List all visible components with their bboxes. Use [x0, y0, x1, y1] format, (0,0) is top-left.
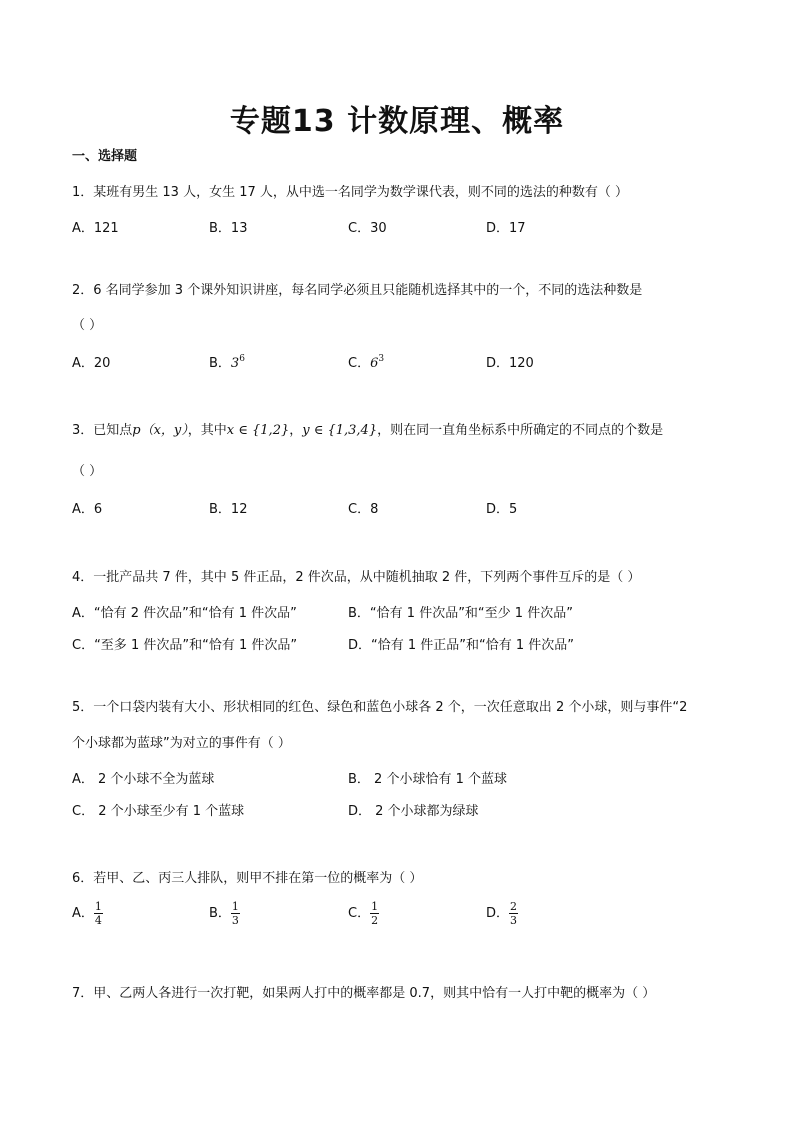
question-5-option-b: B． 2 个小球恰有 1 个蓝球 — [348, 772, 507, 787]
question-2-option-b — [209, 352, 245, 371]
question-2-option-d: D．120 — [486, 356, 534, 371]
fraction-numerator: 1 — [371, 900, 379, 913]
question-4-option-a: A．“恰有 2 件次品”和“恰有 1 件次品” — [72, 606, 297, 621]
question-6-option-d — [486, 900, 518, 927]
question-6-stem: 6．若甲、乙、丙三人排队，则甲不排在第一位的概率为（ ） — [72, 871, 423, 886]
power-base: 6 — [370, 356, 379, 371]
fraction-denominator: 3 — [510, 914, 518, 927]
question-1-stem: 1．某班有男生 13 人，女生 17 人，从中选一名同学为数学课代表，则不同的选法的种数有（ ） — [72, 185, 629, 200]
question-6-option-c — [348, 900, 379, 927]
section-heading: 一、选择题 — [72, 149, 138, 164]
question-2-option-a: A．20 — [72, 356, 111, 371]
question-5-option-c: C． 2 个小球至少有 1 个蓝球 — [72, 804, 245, 819]
stem-text: ，其中 — [187, 423, 227, 438]
question-3-option-c: C．8 — [348, 502, 379, 517]
question-6-option-a — [72, 900, 103, 927]
question-4-stem: 4．一批产品共 7 件，其中 5 件正品，2 件次品，从中随机抽取 2 件，下列两个事件互斥的是（ ） — [72, 570, 641, 585]
question-4-option-c: C．“至多 1 件次品”和“恰有 1 件次品” — [72, 638, 298, 653]
question-5-stem-line-2: 个小球都为蓝球”为对立的事件有（ ） — [72, 736, 291, 751]
option-label: C． — [348, 356, 371, 371]
question-2-stem: 2．6 名同学参加 3 个课外知识讲座，每名同学必须且只能随机选择其中的一个，不同的选法种数是 — [72, 283, 643, 298]
question-1-option-b: B．13 — [209, 221, 248, 236]
option-label: B． — [209, 356, 231, 371]
fraction — [509, 900, 518, 927]
stem-text: 3．已知点 — [72, 423, 133, 438]
option-label: D． — [486, 906, 510, 921]
fraction-numerator: 1 — [231, 900, 239, 913]
question-1-option-d: D．17 — [486, 221, 526, 236]
fraction-numerator: 1 — [94, 900, 102, 913]
fraction — [231, 900, 240, 927]
question-5-option-d: D． 2 个小球都为绿球 — [348, 804, 479, 819]
separator: ， — [289, 423, 303, 438]
stem-text: ，则在同一直角坐标系中所确定的不同点的个数是 — [377, 423, 664, 438]
fraction — [94, 900, 103, 927]
question-3-option-a: A．6 — [72, 502, 103, 517]
fraction-numerator: 2 — [510, 900, 518, 913]
question-3-paren: （ ） — [72, 464, 103, 479]
power-base: 3 — [230, 356, 240, 371]
question-5-option-a: A． 2 个小球不全为蓝球 — [72, 772, 215, 787]
question-5-stem-line-1: 5．一个口袋内装有大小、形状相同的红色、绿色和蓝色小球各 2 个，一次任意取出 2 个小球，则与事件“2 — [72, 700, 688, 715]
question-4-option-d: D．“恰有 1 件正品”和“恰有 1 件次品” — [348, 638, 575, 653]
question-3-stem — [72, 419, 663, 438]
set-x-expression: x ∈ {1,2} — [226, 423, 290, 438]
question-1-option-c: C．30 — [348, 221, 387, 236]
fraction-denominator: 4 — [94, 914, 102, 927]
option-label: C． — [348, 906, 371, 921]
option-label: A． — [72, 906, 94, 921]
question-3-option-b: B．12 — [209, 502, 248, 517]
fraction-denominator: 3 — [231, 914, 239, 927]
question-3-option-d: D．5 — [486, 502, 518, 517]
question-1-option-a: A．121 — [72, 221, 119, 236]
fraction — [370, 900, 379, 927]
option-label: B． — [209, 906, 231, 921]
point-expression: p（x，y） — [132, 423, 188, 438]
page-title: 专题13 计数原理、概率 — [229, 104, 565, 139]
power-exponent: 6 — [239, 354, 245, 364]
power-exponent: 3 — [378, 354, 385, 364]
question-4-option-b: B．“恰有 1 件次品”和“至少 1 件次品” — [348, 606, 573, 621]
question-2-option-c — [348, 352, 384, 371]
question-6-option-b — [209, 900, 240, 927]
set-y-expression: y ∈ {1,3,4} — [302, 423, 378, 438]
question-2-paren: （ ） — [72, 318, 103, 333]
question-7-stem: 7．甲、乙两人各进行一次打靶，如果两人打中的概率都是 0.7，则其中恰有一人打中靶的概率为（ ） — [72, 986, 656, 1001]
fraction-denominator: 2 — [371, 914, 379, 927]
